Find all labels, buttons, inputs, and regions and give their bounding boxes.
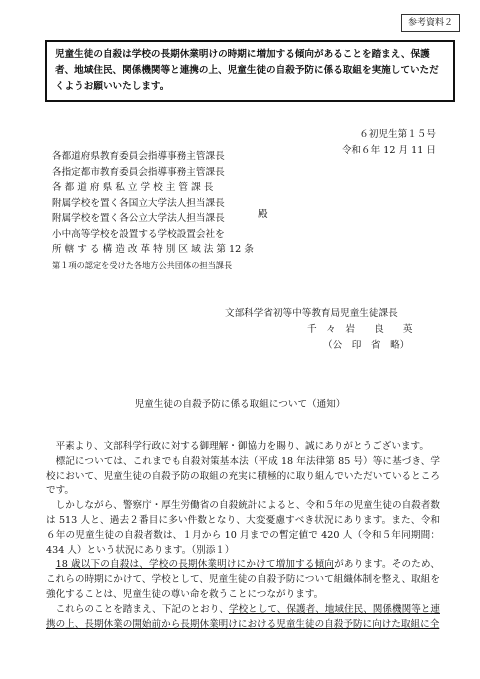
document-number: ６初児生第１５号	[359, 129, 436, 140]
recipient-item: 各都道府県教育委員会指導事務主管課長	[52, 151, 225, 162]
seal-note: （公 印 省 略）	[323, 340, 410, 351]
honorific: 殿	[258, 209, 268, 220]
reference-label: 参考資料２	[401, 14, 460, 32]
body-text: これらのことを踏まえ、下記のとおり、	[55, 603, 229, 615]
document-date: 令和６年 12 月 11 日	[341, 145, 436, 156]
body-paragraph	[46, 603, 440, 633]
document-subject: 児童生徒の自殺予防に係る取組について（通知）	[134, 399, 346, 410]
recipient-list	[52, 149, 254, 273]
recipient-item: 附属学校を置く各国立大学法人担当課長	[52, 197, 225, 209]
body-text: があります。そのため、これらの時期にかけて、学校として、児童生徒の自殺予防について組織体制を整え、取組を強化することは、児童生徒の尊い命を救うことにつながります。	[46, 559, 440, 600]
body-paragraph: 標記については、これまでも自殺対策基本法（平成 18 年法律第 85 号）等に基づき、学校において、児童生徒の自殺予防の取組の充実に積極的に取り組んでいただいているところです。	[46, 455, 440, 497]
underlined-text: 18 歳以下の自殺は、学校の長期休業明けにかけて増加する傾向	[55, 559, 335, 571]
notice-box: 児童生徒の自殺は学校の長期休業明けの時期に増加する傾向があることを踏まえ、保護者、地域住民、関係機関等と連携の上、児童生徒の自殺予防に係る取組を実施していただくようお願いいたします。	[45, 40, 455, 102]
underlined-text: 学校として、保護者、地域住民、関係機関等と連携の上、長期休業の開始前から長期休業明けにおける児童生徒の自殺予防に向けた取組に全	[46, 603, 440, 630]
document-header	[342, 127, 436, 159]
body-paragraph	[46, 558, 440, 602]
recipient-item: 附属学校を置く各公立大学法人担当課長	[52, 213, 225, 224]
body-paragraph: しかしながら、警察庁・厚生労働省の自殺統計によると、令和５年の児童生徒の自殺者数は 513 人と、過去２番目に多い件数となり、大変憂慮すべき状況にあります。また、令和６年の児童生徒の自殺者数は、１月から 10 月までの暫定値で 420 人（令和５年同期間：434 人）という状況にあります。（別添１）	[46, 500, 440, 556]
recipient-item: 小中高等学校を設置する学校設置会社を	[52, 228, 225, 240]
recipient-item: 所 轄 す る 構 造 改 革 特 別 区 域 法 第 12 条	[52, 244, 254, 255]
sender-office: 文部科学省初等中等教育局児童生徒課長	[225, 308, 398, 319]
recipient-item: 第１項の認定を受けた各地方公共団体の担当課長	[52, 259, 233, 270]
recipient-item: 各 都 道 府 県 私 立 学 校 主 管 課 長	[52, 182, 214, 193]
document-body	[46, 440, 440, 632]
recipient-item: 各指定都市教育委員会指導事務主管課長	[52, 166, 225, 178]
sender-block	[225, 306, 445, 354]
body-paragraph: 平素より、文部科学行政に対する御理解・御協力を賜り、誠にありがとうございます。	[55, 441, 429, 452]
sender-name: 千 々 岩 良 英	[307, 324, 413, 335]
